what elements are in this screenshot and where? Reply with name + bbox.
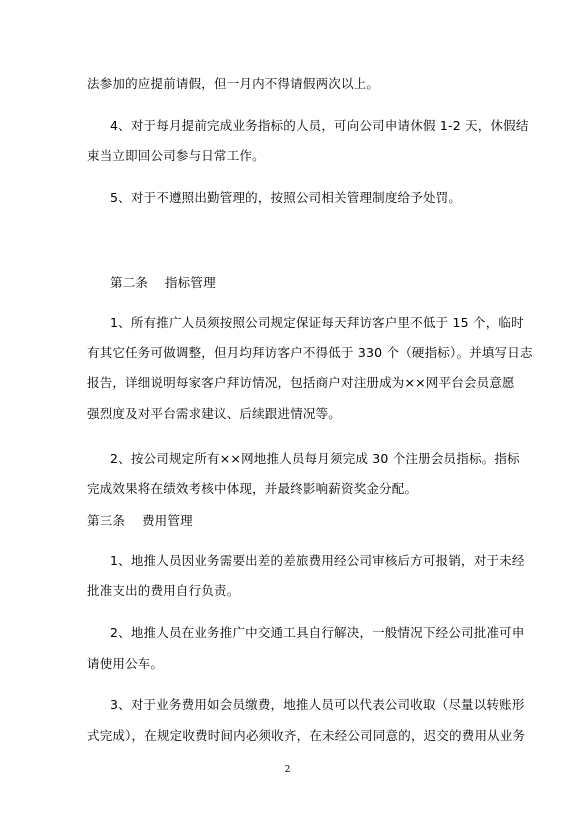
section-heading: 第三条 费用管理 xyxy=(87,513,193,528)
text-line: 1、所有推广人员须按照公司规定保证每天拜访客户里不低于 15 个，临时 xyxy=(110,315,524,330)
text-line: 2、地推人员在业务推广中交通工具自行解决，一般情况下经公司批准可申 xyxy=(110,625,525,640)
text-line: 批准支出的费用自行负责。 xyxy=(87,583,240,598)
text-line: 强烈度及对平台需求建议、后续跟进情况等。 xyxy=(87,406,342,421)
text-line: 3、对于业务费用如会员缴费，地推人员可以代表公司收取（尽量以转账形 xyxy=(110,697,525,712)
page-number: 2 xyxy=(284,765,291,775)
text-line: 有其它任务可做调整，但月均拜访客户不得低于 330 个（硬指标）。并填写日志 xyxy=(87,345,533,360)
text-line: 5、对于不遵照出勤管理的，按照公司相关管理制度给予处罚。 xyxy=(110,190,462,205)
text-line: 1、地推人员因业务需要出差的差旅费用经公司审核后方可报销，对于未经 xyxy=(110,553,525,568)
text-line: 4、对于每月提前完成业务指标的人员，可向公司申请休假 1-2 天，休假结 xyxy=(110,118,529,133)
text-line: 完成效果将在绩效考核中体现，并最终影响薪资奖金分配。 xyxy=(87,481,418,496)
text-line: 束当立即回公司参与日常工作。 xyxy=(87,148,265,163)
section-heading: 第二条 指标管理 xyxy=(110,275,216,290)
text-line: 报告，详细说明每家客户拜访情况，包括商户对注册成为××网平台会员意愿 xyxy=(87,375,515,390)
text-line: 式完成），在规定收费时间内必须收齐，在未经公司同意的，迟交的费用从业务 xyxy=(87,728,526,743)
text-line: 2、按公司规定所有××网地推人员每月须完成 30 个注册会员指标。指标 xyxy=(110,451,520,466)
text-line: 法参加的应提前请假，但一月内不得请假两次以上。 xyxy=(87,76,380,91)
text-line: 请使用公车。 xyxy=(87,656,164,671)
